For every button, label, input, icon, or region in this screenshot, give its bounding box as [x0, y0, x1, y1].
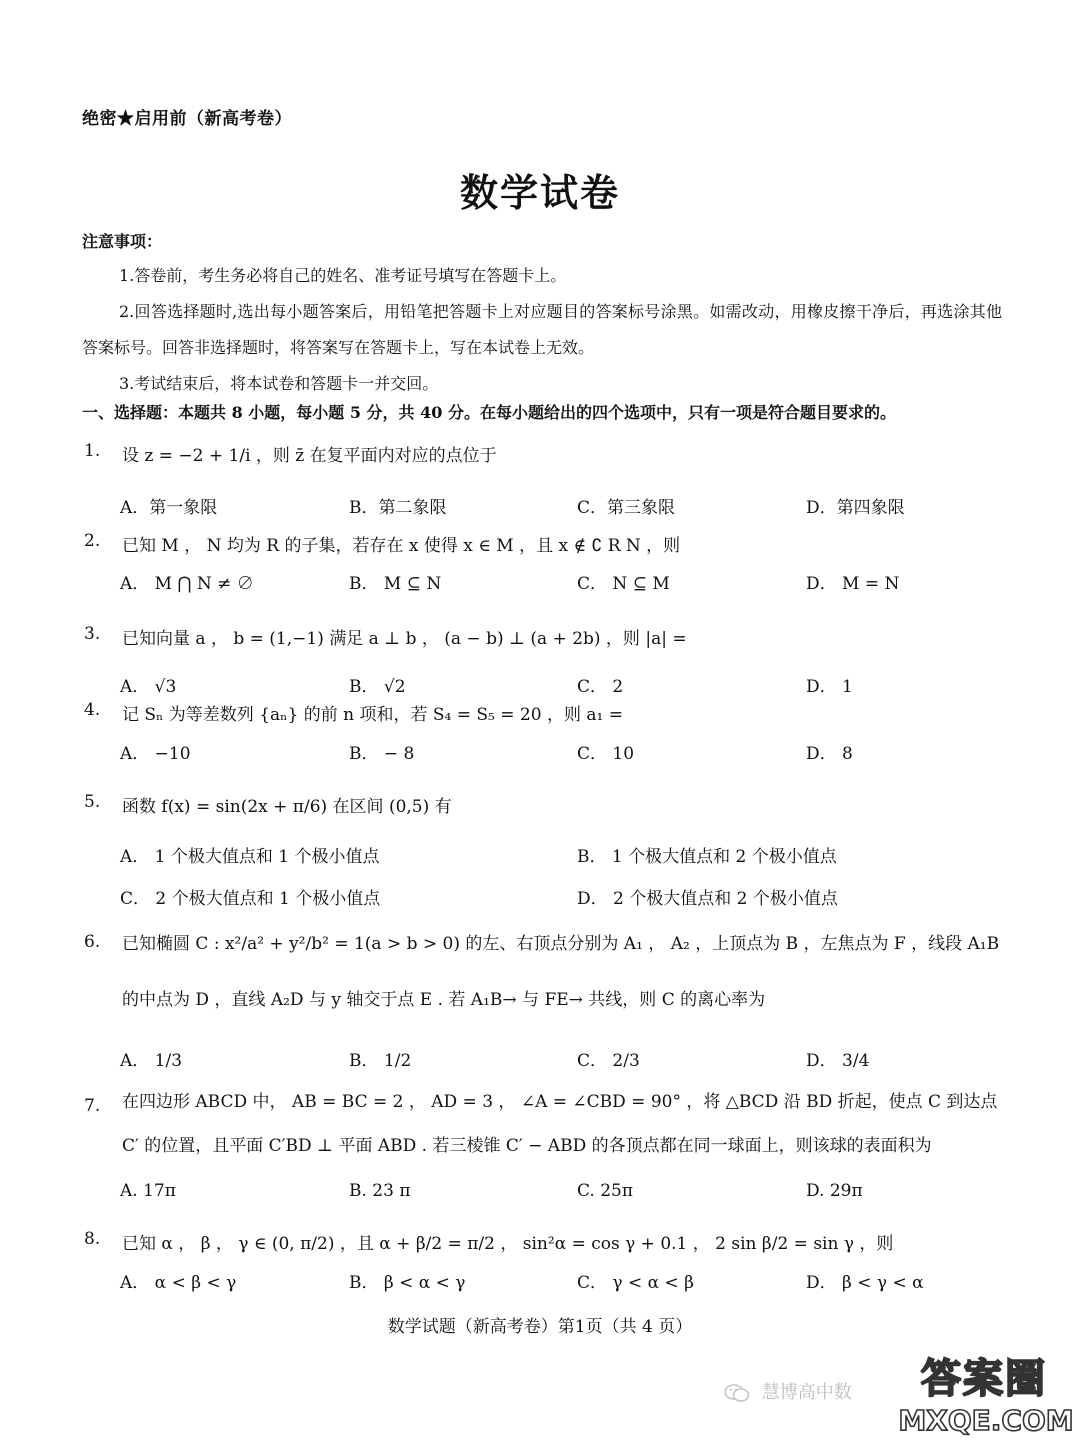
watermark-account-name: 慧博高中数: [761, 1382, 852, 1403]
option-b: B． √2: [349, 677, 406, 697]
question-2-options: [120, 569, 1020, 593]
option-a: A．第一象限: [120, 498, 218, 518]
option-c: C． 10: [577, 744, 635, 764]
option-b: B．第二象限: [349, 498, 447, 518]
notice-item: 2.回答选择题时,选出每小题答案后，用铅笔把答题卡上对应题目的答案标号涂黑。如需改动，用橡皮擦干净后，再选涂其他答案标号。回答非选择题时，将答案写在答题卡上，写在本试卷上无效。: [82, 302, 1002, 357]
question-number: 2.: [84, 531, 101, 551]
question-number: 4.: [84, 700, 101, 720]
option-d: D. 29π: [806, 1181, 863, 1201]
answer-site-logo: [898, 1348, 1074, 1438]
option-a: A． 1 个极大值点和 1 个极小值点: [120, 847, 380, 867]
option-d: D． 1: [806, 677, 853, 697]
question-stem: 记 Sₙ 为等差数列 {aₙ} 的前 n 项和，若 S₄ = S₅ = 20 ，则 a₁ =: [122, 705, 623, 725]
confidential-label: 绝密★启用前（新高考卷）: [82, 109, 292, 129]
notice-list: [82, 258, 1002, 402]
question-stem: 函数 f(x) = sin(2x + π/6) 在区间 (0,5) 有: [122, 797, 452, 817]
page-title: 数学试卷: [459, 170, 620, 215]
option-a: A． M ⋂ N ≠ ∅: [120, 574, 254, 594]
option-c: C． 2 个极大值点和 1 个极小值点: [120, 889, 381, 909]
section-heading: 一、选择题：本题共 8 小题，每小题 5 分，共 40 分。在每小题给出的四个选项中，只有一项是符合题目要求的。: [82, 403, 896, 422]
question-number: 6.: [84, 932, 101, 952]
option-c: C． N ⊆ M: [577, 574, 670, 594]
option-b: B． M ⊆ N: [349, 574, 442, 594]
option-c: C． 2: [577, 677, 624, 697]
question-number: 5.: [84, 792, 101, 812]
option-d: D． β < γ < α: [806, 1273, 924, 1293]
question-stem: 在四边形 ABCD 中， AB = BC = 2 ， AD = 3 ， ∠A = ∠CBD = 90° ，将 △BCD 沿 BD 折起，使点 C 到达点 C′ 的位置，且平面 C′BD ⊥ 平面 ABD . 若三棱锥 C′ − ABD 的各顶点都在同一球面上，则该球的表面积为: [122, 1092, 998, 1156]
question-5-options-row-1: [120, 842, 1020, 866]
option-a: A． 1/3: [120, 1051, 183, 1071]
option-c: C． 2/3: [577, 1051, 640, 1071]
option-c: C．第三象限: [577, 498, 676, 518]
question-stem: 设 z = −2 + 1/i ，则 z̄ 在复平面内对应的点位于: [122, 446, 497, 466]
question-number: 7.: [84, 1096, 101, 1116]
option-c: C. 25π: [577, 1181, 634, 1201]
option-d: D． 3/4: [806, 1051, 870, 1071]
option-b: B． 1 个极大值点和 2 个极小值点: [577, 847, 837, 867]
question-3-options: [120, 672, 1020, 696]
option-d: D．第四象限: [806, 498, 905, 518]
question-number: 1.: [84, 441, 101, 461]
option-a: A． −10: [120, 744, 191, 764]
notice-item: 1.答卷前，考生务必将自己的姓名、准考证号填写在答题卡上。: [119, 266, 567, 285]
option-b: B． β < α < γ: [349, 1273, 466, 1293]
question-7-options: [120, 1181, 1020, 1205]
question-stem: 已知椭圆 C : x²/a² + y²/b² = 1(a > b > 0) 的左、右顶点分别为 A₁ ， A₂ ，上顶点为 B ，左焦点为 F ，线段 A₁B 的中点为 D ，直线 A₂D 与 y 轴交于点 E . 若 A₁B→ 与 FE→ 共线，则 C 的离心率为: [122, 934, 1000, 1010]
option-a: A. 17π: [120, 1181, 176, 1201]
logo-url: MXQE.COM: [898, 1404, 1074, 1437]
question-8-options: [120, 1268, 1020, 1292]
question-stem: 已知 M ， N 均为 R 的子集，若存在 x 使得 x ∈ M ，且 x ∉ ∁ R N ，则: [122, 536, 681, 556]
question-5-options-row-2: [120, 884, 1020, 908]
question-stem: 已知向量 a ， b = (1,−1) 满足 a ⊥ b ， (a − b) ⊥ (a + 2b) ，则 |a| =: [122, 629, 687, 649]
page-footer: 数学试题（新高考卷）第1页（共 4 页）: [387, 1317, 693, 1337]
question-number: 8.: [84, 1229, 101, 1249]
watermark-account: [724, 1378, 852, 1404]
option-d: D． 8: [806, 744, 853, 764]
notice-heading: 注意事项：: [82, 232, 163, 251]
question-1-options: [120, 493, 1020, 517]
wechat-icon: [724, 1383, 750, 1403]
question-6-options: [120, 1046, 1020, 1070]
option-a: A． α < β < γ: [120, 1273, 237, 1293]
option-b: B． 1/2: [349, 1051, 412, 1071]
option-b: B. 23 π: [349, 1181, 411, 1201]
question-stem: 已知 α ， β ， γ ∈ (0, π/2) ，且 α + β/2 = π/2 ， sin²α = cos γ + 0.1 ， 2 sin β/2 = sin γ ，则: [122, 1234, 894, 1254]
option-c: C． γ < α < β: [577, 1273, 694, 1293]
option-d: D． M = N: [806, 574, 900, 594]
question-number: 3.: [84, 624, 101, 644]
option-d: D． 2 个极大值点和 2 个极小值点: [577, 889, 838, 909]
notice-item: 3.考试结束后，将本试卷和答题卡一并交回。: [119, 374, 439, 393]
question-4-options: [120, 739, 1020, 763]
option-a: A． √3: [120, 677, 177, 697]
logo-text: 答案圈: [921, 1356, 1047, 1402]
option-b: B． − 8: [349, 744, 415, 764]
